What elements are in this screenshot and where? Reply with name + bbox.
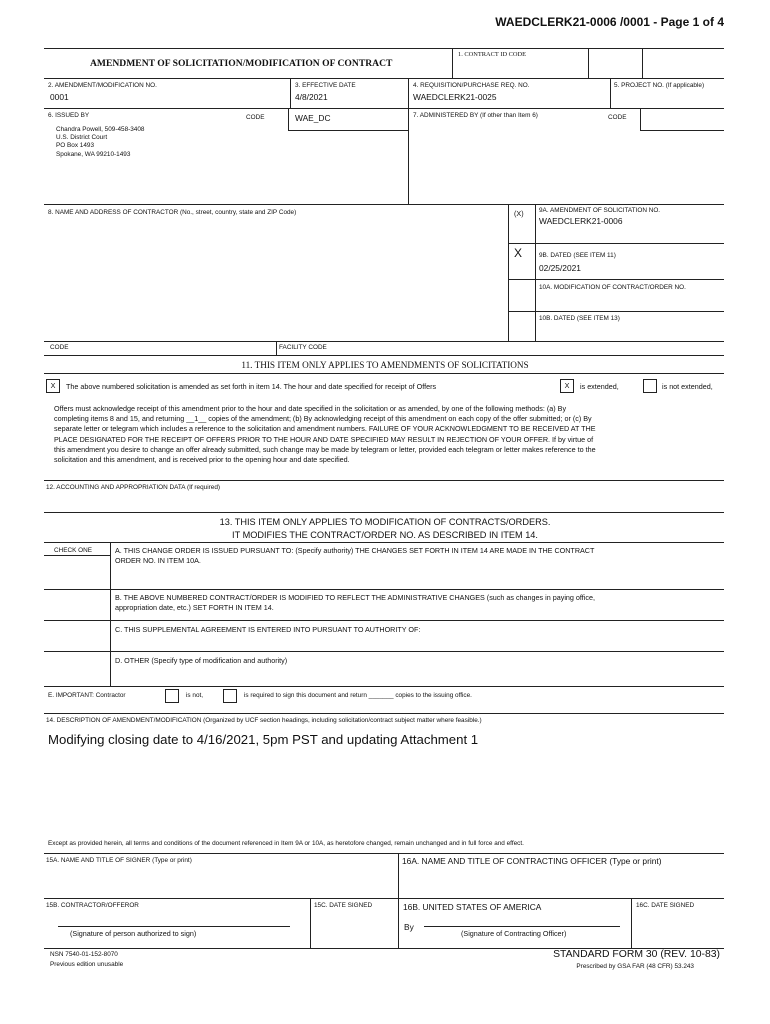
administered-by-code-label: CODE [608, 114, 627, 121]
officer-signature-line[interactable] [424, 926, 620, 927]
requisition-value: WAEDCLERK21-0025 [413, 92, 497, 102]
nsn-number: NSN 7540-01-152-8070 [50, 951, 118, 958]
rule-top [44, 48, 724, 49]
is-required-label: is required to sign this document and return _______ copies to the issuing office. [244, 692, 472, 699]
amendment-solicitation-value: WAEDCLERK21-0006 [539, 216, 623, 226]
page-reference: WAEDCLERK21-0006 /0001 - Page 1 of 4 [495, 15, 724, 29]
contract-id-label: 1. CONTRACT ID CODE [458, 51, 527, 58]
form-title: AMENDMENT OF SOLICITATION/MODIFICATION OF CONTRACT [90, 58, 393, 69]
dated-10b-label: 10B. DATED (SEE ITEM 13) [539, 315, 620, 322]
by-label: By [404, 922, 414, 932]
item11-instructions: Offers must acknowledge receipt of this amendment prior to the hour and date specified in the solicitation or as amended, by one of the following methods: (a) By completing items 8 and 15, and returning __1__ copies of the amendment; (b) By acknowledging receipt of this amendment on each copy of the offer submitted; or (c) By separate letter or telegram which includes a reference to the solicitation and amendment numbers. FAILURE OF YOUR ACKNOWLEDGMENT TO BE RECEIVED AT THE PLACE DESIGNATED FOR THE RECEIPT OF OFFERS PRIOR TO THE HOUR AND DATE SPECIFIED MAY RESULT IN REJECTION OF YOUR OFFER. If by virtue of this amendment you desire to change an offer already submitted, such change may be made by telegram or letter, provided each telegram or letter makes reference to the solicitation and this amendment, and is received prior to the opening hour and date specified. [54, 404, 596, 465]
accounting-data-label: 12. ACCOUNTING AND APPROPRIATION DATA (If required) [46, 484, 221, 491]
previous-edition-note: Previous edition unusable [50, 961, 124, 968]
united-states-label: 16B. UNITED STATES OF AMERICA [403, 902, 542, 912]
contractor-code-label: CODE [50, 344, 69, 351]
issued-by-code-label: CODE [246, 114, 265, 121]
officer-name-label: 16A. NAME AND TITLE OF CONTRACTING OFFICER (Type or print) [402, 856, 662, 866]
date-signed-15c-label: 15C. DATE SIGNED [314, 902, 373, 909]
signer-name-label: 15A. NAME AND TITLE OF SIGNER (Type or print) [46, 857, 192, 864]
standard-form-label: STANDARD FORM 30 (REV. 10-83) [553, 949, 720, 960]
option-d-text: D. OTHER (Specify type of modification and authority) [115, 656, 288, 665]
item13-heading-1: 13. THIS ITEM ONLY APPLIES TO MODIFICATION OF CONTRACTS/ORDERS. [219, 517, 551, 527]
prescribed-by-note: Prescribed by GSA FAR (48 CFR) 53.243 [576, 963, 694, 970]
terms-unchanged-note: Except as provided herein, all terms and conditions of the document referenced in Item 9A or 10A, as heretofore changed, remain unchanged and in full force and effect. [48, 840, 524, 847]
facility-code-label: FACILITY CODE [279, 344, 327, 351]
issued-by-label: 6. ISSUED BY [48, 112, 90, 119]
not-extended-checkbox[interactable] [643, 379, 657, 393]
x-mark-9b: X [514, 246, 523, 260]
contractor-address-label: 8. NAME AND ADDRESS OF CONTRACTOR (No., street, country, state and ZIP Code) [48, 209, 297, 216]
not-extended-label: is not extended, [662, 382, 713, 391]
issued-by-code-value: WAE_DC [295, 113, 331, 123]
contractor-offeror-label: 15B. CONTRACTOR/OFFEROR [46, 902, 139, 909]
extended-checkbox[interactable]: X [560, 379, 574, 393]
amendment-solicitation-label: 9A. AMENDMENT OF SOLICITATION NO. [539, 207, 661, 214]
contractor-signature-caption: (Signature of person authorized to sign) [70, 929, 197, 938]
is-not-checkbox[interactable] [165, 689, 179, 703]
item11-heading: 11. THIS ITEM ONLY APPLIES TO AMENDMENTS OF SOLICITATIONS [241, 360, 529, 370]
modification-contract-label: 10A. MODIFICATION OF CONTRACT/ORDER NO. [539, 284, 686, 291]
amendment-no-value: 0001 [50, 92, 69, 102]
option-c-text: C. THIS SUPPLEMENTAL AGREEMENT IS ENTERED INTO PURSUANT TO AUTHORITY OF: [115, 625, 421, 634]
description-label: 14. DESCRIPTION OF AMENDMENT/MODIFICATION (Organized by UCF section headings, including solicitation/contract subject matter where feasible.) [46, 717, 482, 724]
effective-date-value: 4/8/2021 [295, 92, 328, 102]
modification-description: Modifying closing date to 4/16/2021, 5pm PST and updating Attachment 1 [48, 732, 479, 747]
administered-by-label: 7. ADMINISTERED BY (If other than Item 6) [413, 112, 538, 119]
item13-heading-2: IT MODIFIES THE CONTRACT/ORDER NO. AS DESCRIBED IN ITEM 14. [232, 530, 538, 540]
project-no-label: 5. PROJECT NO. (If applicable) [614, 82, 705, 89]
is-required-checkbox[interactable] [223, 689, 237, 703]
option-a-text: A. THIS CHANGE ORDER IS ISSUED PURSUANT TO: (Specify authority) THE CHANGES SET FORTH IN ITEM 14 ARE MADE IN THE CONTRACT ORDER NO. IN ITEM 10A. [115, 546, 595, 565]
officer-signature-caption: (Signature of Contracting Officer) [461, 929, 567, 938]
contractor-signature-line[interactable] [58, 926, 290, 927]
check-one-label: CHECK ONE [54, 547, 92, 554]
issued-by-address: Chandra Powell, 509-458-3408 U.S. District Court PO Box 1493 Spokane, WA 99210-1493 [56, 126, 145, 158]
item11-checkbox[interactable]: X [46, 379, 60, 393]
date-signed-16c-label: 16C. DATE SIGNED [636, 902, 695, 909]
item11-statement: The above numbered solicitation is amended as set forth in item 14. The hour and date specified for receipt of Offers [66, 382, 437, 391]
option-b-text: B. THE ABOVE NUMBERED CONTRACT/ORDER IS MODIFIED TO REFLECT THE ADMINISTRATIVE CHANGES (such as changes in paying office, appropriation date, etc.) SET FORTH IN ITEM 14. [115, 593, 595, 612]
requisition-label: 4. REQUISITION/PURCHASE REQ. NO. [413, 82, 530, 89]
dated-9b-value: 02/25/2021 [539, 263, 581, 273]
dated-9b-label: 9B. DATED (SEE ITEM 11) [539, 252, 616, 259]
effective-date-label: 3. EFFECTIVE DATE [295, 82, 356, 89]
amendment-no-label: 2. AMENDMENT/MODIFICATION NO. [48, 82, 157, 89]
extended-label: is extended, [580, 382, 619, 391]
x-column-header: (X) [514, 209, 524, 218]
important-contractor-label: E. IMPORTANT: Contractor [48, 692, 126, 699]
is-not-label: is not, [186, 692, 204, 699]
